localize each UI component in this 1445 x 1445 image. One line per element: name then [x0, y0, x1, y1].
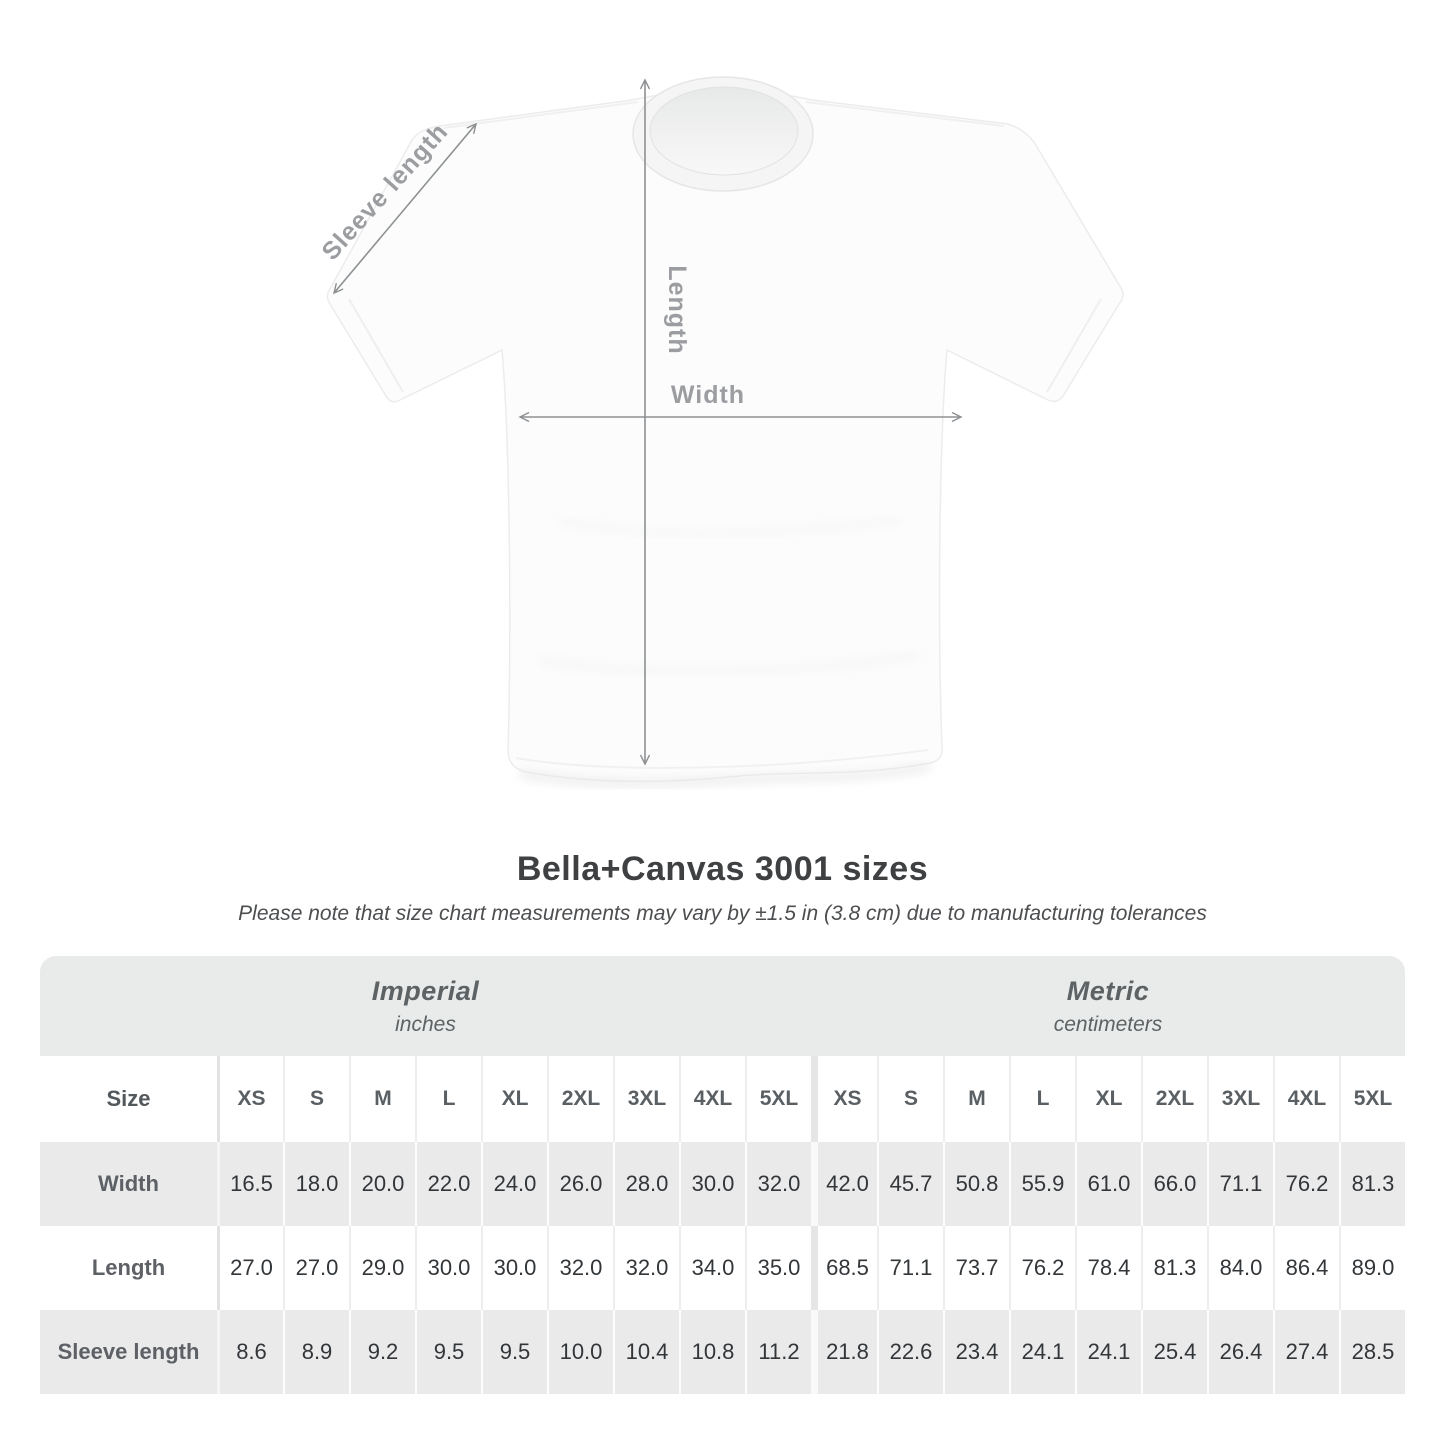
value-cell: 84.0: [1207, 1226, 1273, 1310]
heading-block: [0, 850, 1445, 926]
value-cell: 25.4: [1141, 1310, 1207, 1394]
value-cell: 22.6: [877, 1310, 943, 1394]
value-cell: 35.0: [745, 1226, 811, 1310]
value-cell: 24.0: [481, 1142, 547, 1226]
size-header-cell: 2XL: [547, 1056, 613, 1142]
value-cell: 73.7: [943, 1226, 1009, 1310]
size-header-cell: 3XL: [613, 1056, 679, 1142]
value-cell: 30.0: [481, 1226, 547, 1310]
row-label: Length: [91, 1255, 166, 1280]
value-cell: 21.8: [811, 1310, 877, 1394]
table-row: [40, 1310, 1405, 1394]
length-label: Length: [663, 265, 691, 355]
value-cell: 61.0: [1075, 1142, 1141, 1226]
imperial-group-header: [40, 956, 811, 1056]
imperial-subtitle: inches: [395, 1012, 456, 1036]
value-cell: 89.0: [1339, 1226, 1405, 1310]
value-cell: 8.9: [283, 1310, 349, 1394]
width-label: Width: [670, 381, 746, 409]
imperial-title: Imperial: [371, 975, 480, 1006]
table-row: [40, 1142, 1405, 1226]
value-cell: 55.9: [1009, 1142, 1075, 1226]
table-header-row: [40, 1056, 1405, 1142]
size-header-cell: M: [943, 1056, 1009, 1142]
value-cell: 45.7: [877, 1142, 943, 1226]
tshirt-graphic: [328, 77, 1124, 784]
size-header-cell: XS: [811, 1056, 877, 1142]
unit-group-header: [40, 956, 1405, 1056]
value-cell: 78.4: [1075, 1226, 1141, 1310]
value-cell: 30.0: [679, 1142, 745, 1226]
value-cell: 10.4: [613, 1310, 679, 1394]
size-table: [40, 956, 1405, 1394]
metric-group-header: [811, 956, 1405, 1056]
value-cell: 24.1: [1009, 1310, 1075, 1394]
value-cell: 86.4: [1273, 1226, 1339, 1310]
value-cell: 42.0: [811, 1142, 877, 1226]
value-cell: 27.4: [1273, 1310, 1339, 1394]
value-cell: 18.0: [283, 1142, 349, 1226]
value-cell: 20.0: [349, 1142, 415, 1226]
value-cell: 9.2: [349, 1310, 415, 1394]
value-cell: 29.0: [349, 1226, 415, 1310]
value-cell: 34.0: [679, 1226, 745, 1310]
value-cell: 32.0: [547, 1226, 613, 1310]
size-header-cell: M: [349, 1056, 415, 1142]
metric-title: Metric: [1066, 975, 1150, 1006]
row-label: Width: [98, 1171, 159, 1196]
value-cell: 76.2: [1273, 1142, 1339, 1226]
neck-opening: [650, 87, 798, 175]
value-cell: 81.3: [1339, 1142, 1405, 1226]
value-cell: 32.0: [745, 1142, 811, 1226]
value-cell: 66.0: [1141, 1142, 1207, 1226]
table-row: [40, 1226, 1405, 1310]
value-cell: 71.1: [1207, 1142, 1273, 1226]
size-header-cell: S: [283, 1056, 349, 1142]
value-cell: 81.3: [1141, 1226, 1207, 1310]
value-cell: 68.5: [811, 1226, 877, 1310]
size-header-cell: XL: [1075, 1056, 1141, 1142]
value-cell: 8.6: [217, 1310, 283, 1394]
value-cell: 28.0: [613, 1142, 679, 1226]
size-header-cell: 3XL: [1207, 1056, 1273, 1142]
size-table-body: [40, 1056, 1405, 1394]
value-cell: 23.4: [943, 1310, 1009, 1394]
value-cell: 71.1: [877, 1226, 943, 1310]
size-header-cell: XS: [217, 1056, 283, 1142]
value-cell: 76.2: [1009, 1226, 1075, 1310]
page-subtitle: Please note that size chart measurements may vary by ±1.5 in (3.8 cm) due to manufacturing tolerances: [238, 902, 1207, 925]
size-header-cell: S: [877, 1056, 943, 1142]
size-header-cell: 5XL: [745, 1056, 811, 1142]
value-cell: 9.5: [415, 1310, 481, 1394]
size-header-cell: 4XL: [679, 1056, 745, 1142]
metric-subtitle: centimeters: [1053, 1012, 1163, 1036]
value-cell: 10.8: [679, 1310, 745, 1394]
value-cell: 32.0: [613, 1226, 679, 1310]
value-cell: 22.0: [415, 1142, 481, 1226]
value-cell: 16.5: [217, 1142, 283, 1226]
sleeve-length-label: Sleeve length: [316, 117, 454, 266]
value-cell: 10.0: [547, 1310, 613, 1394]
size-header-cell: L: [415, 1056, 481, 1142]
value-cell: 24.1: [1075, 1310, 1141, 1394]
row-label: Sleeve length: [57, 1339, 200, 1364]
value-cell: 50.8: [943, 1142, 1009, 1226]
value-cell: 27.0: [217, 1226, 283, 1310]
value-cell: 28.5: [1339, 1310, 1405, 1394]
size-header-cell: 5XL: [1339, 1056, 1405, 1142]
value-cell: 27.0: [283, 1226, 349, 1310]
value-cell: 11.2: [745, 1310, 811, 1394]
row-label: Size: [106, 1086, 151, 1111]
size-header-cell: 4XL: [1273, 1056, 1339, 1142]
size-header-cell: L: [1009, 1056, 1075, 1142]
size-header-cell: 2XL: [1141, 1056, 1207, 1142]
value-cell: 26.4: [1207, 1310, 1273, 1394]
size-header-cell: XL: [481, 1056, 547, 1142]
value-cell: 26.0: [547, 1142, 613, 1226]
value-cell: 30.0: [415, 1226, 481, 1310]
page-title: Bella+Canvas 3001 sizes: [516, 850, 929, 888]
value-cell: 9.5: [481, 1310, 547, 1394]
